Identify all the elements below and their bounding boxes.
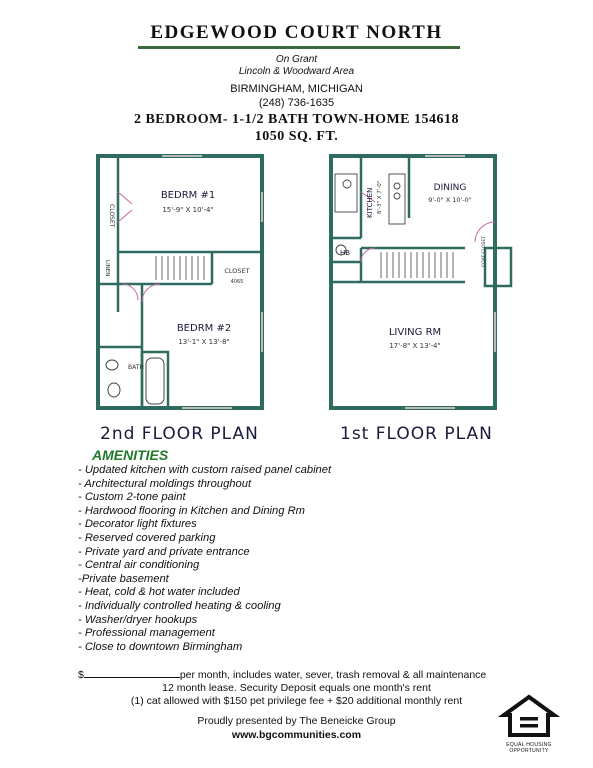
amenity-item: - Individually controlled heating & cooling <box>78 599 281 612</box>
kitchen-name: KITCHEN <box>366 187 374 218</box>
price-line <box>78 667 486 681</box>
kitchen-dims: 8'-3" X 7'-0" <box>377 180 383 214</box>
first-floor-plan <box>325 152 525 414</box>
price-prefix: $ <box>78 669 84 681</box>
living-dims: 17'-8" X 13'-4" <box>389 342 441 350</box>
bedrm2-dims: 13'-1" X 13'-8" <box>178 338 230 346</box>
amenity-item: - Close to downtown Birmingham <box>78 640 243 653</box>
amenity-item: - Hardwood flooring in Kitchen and Dining Rm <box>78 504 305 517</box>
pet-policy: (1) cat allowed with $150 pet privilege fee + $20 additional monthly rent <box>130 695 463 707</box>
first-floor-label: 1st FLOOR PLAN <box>340 424 493 444</box>
location-line1: On Grant <box>275 54 318 65</box>
amenity-item: - Central air conditioning <box>78 559 200 572</box>
phone: (248) 736-1635 <box>258 97 335 109</box>
price-blank <box>84 667 180 678</box>
equal-housing-logo <box>498 693 560 754</box>
square-footage: 1050 SQ. FT. <box>254 129 339 144</box>
kitchen-sink-icon <box>343 180 351 188</box>
dining-name: DINING <box>433 183 467 193</box>
amenity-item: - Decorator light fixtures <box>78 518 197 531</box>
bathtub-icon <box>146 358 164 404</box>
amenity-item: - Private yard and private entrance <box>78 545 250 558</box>
bedrm1-name: BEDRM #1 <box>160 190 216 201</box>
second-floor-plan <box>92 152 272 414</box>
logo-text-line1: EQUAL HOUSING <box>506 742 552 748</box>
coat-closet-label: COAT CLOSET <box>482 236 487 267</box>
amenities-heading: AMENITIES <box>92 447 169 463</box>
linen-label: LINEN <box>104 260 110 277</box>
lease-terms: 12 month lease. Security Deposit equals one month's rent <box>162 682 431 694</box>
logo-caption <box>498 742 560 754</box>
bedrm1-dims: 15'-9" X 10'-4" <box>162 206 214 214</box>
dining-dims: 9'-0" X 10'-0" <box>428 196 472 204</box>
unit-description: 2 BEDROOM- 1-1/2 BATH TOWN-HOME 154618 <box>133 112 460 127</box>
amenity-item: - Reserved covered parking <box>78 531 216 544</box>
closet-left-label: CLOSET <box>108 204 115 228</box>
website-link[interactable]: www.bgcommunities.com <box>231 729 362 741</box>
logo-text-line2: OPPORTUNITY <box>509 748 549 754</box>
closet-code: 4065 <box>230 279 244 285</box>
price-suffix: per month, includes water, sever, trash removal & all maintenance <box>179 669 487 681</box>
stove-icon <box>394 183 400 189</box>
amenity-item: - Architectural moldings throughout <box>78 477 252 490</box>
amenity-item: -Private basement <box>78 572 169 585</box>
closet-right-label: CLOSET <box>224 267 250 275</box>
bedrm2-name: BEDRM #2 <box>176 323 232 334</box>
house-icon <box>498 693 560 737</box>
amenity-item: - Professional management <box>78 627 215 640</box>
presented-by: Proudly presented by The Beneicke Group <box>197 715 396 727</box>
hb-label: HB <box>339 249 351 257</box>
amenity-item: - Custom 2-tone paint <box>78 491 186 504</box>
amenity-item: - Washer/dryer hookups <box>78 613 198 626</box>
sink-icon <box>106 360 118 370</box>
second-floor-label: 2nd FLOOR PLAN <box>100 424 259 444</box>
amenity-item: - Heat, cold & hot water included <box>78 586 240 599</box>
amenity-item: - Updated kitchen with custom raised panel cabinet <box>78 464 332 476</box>
amenities-list <box>78 464 331 654</box>
city: BIRMINGHAM, MICHIGAN <box>230 83 363 95</box>
bath-label: BATH <box>128 364 144 371</box>
page-title: EDGEWOOD COURT NORTH <box>150 22 443 43</box>
toilet-icon <box>108 383 120 397</box>
title-underline <box>138 46 460 49</box>
living-name: LIVING RM <box>388 327 442 338</box>
location-line2: Lincoln & Woodward Area <box>238 66 355 77</box>
